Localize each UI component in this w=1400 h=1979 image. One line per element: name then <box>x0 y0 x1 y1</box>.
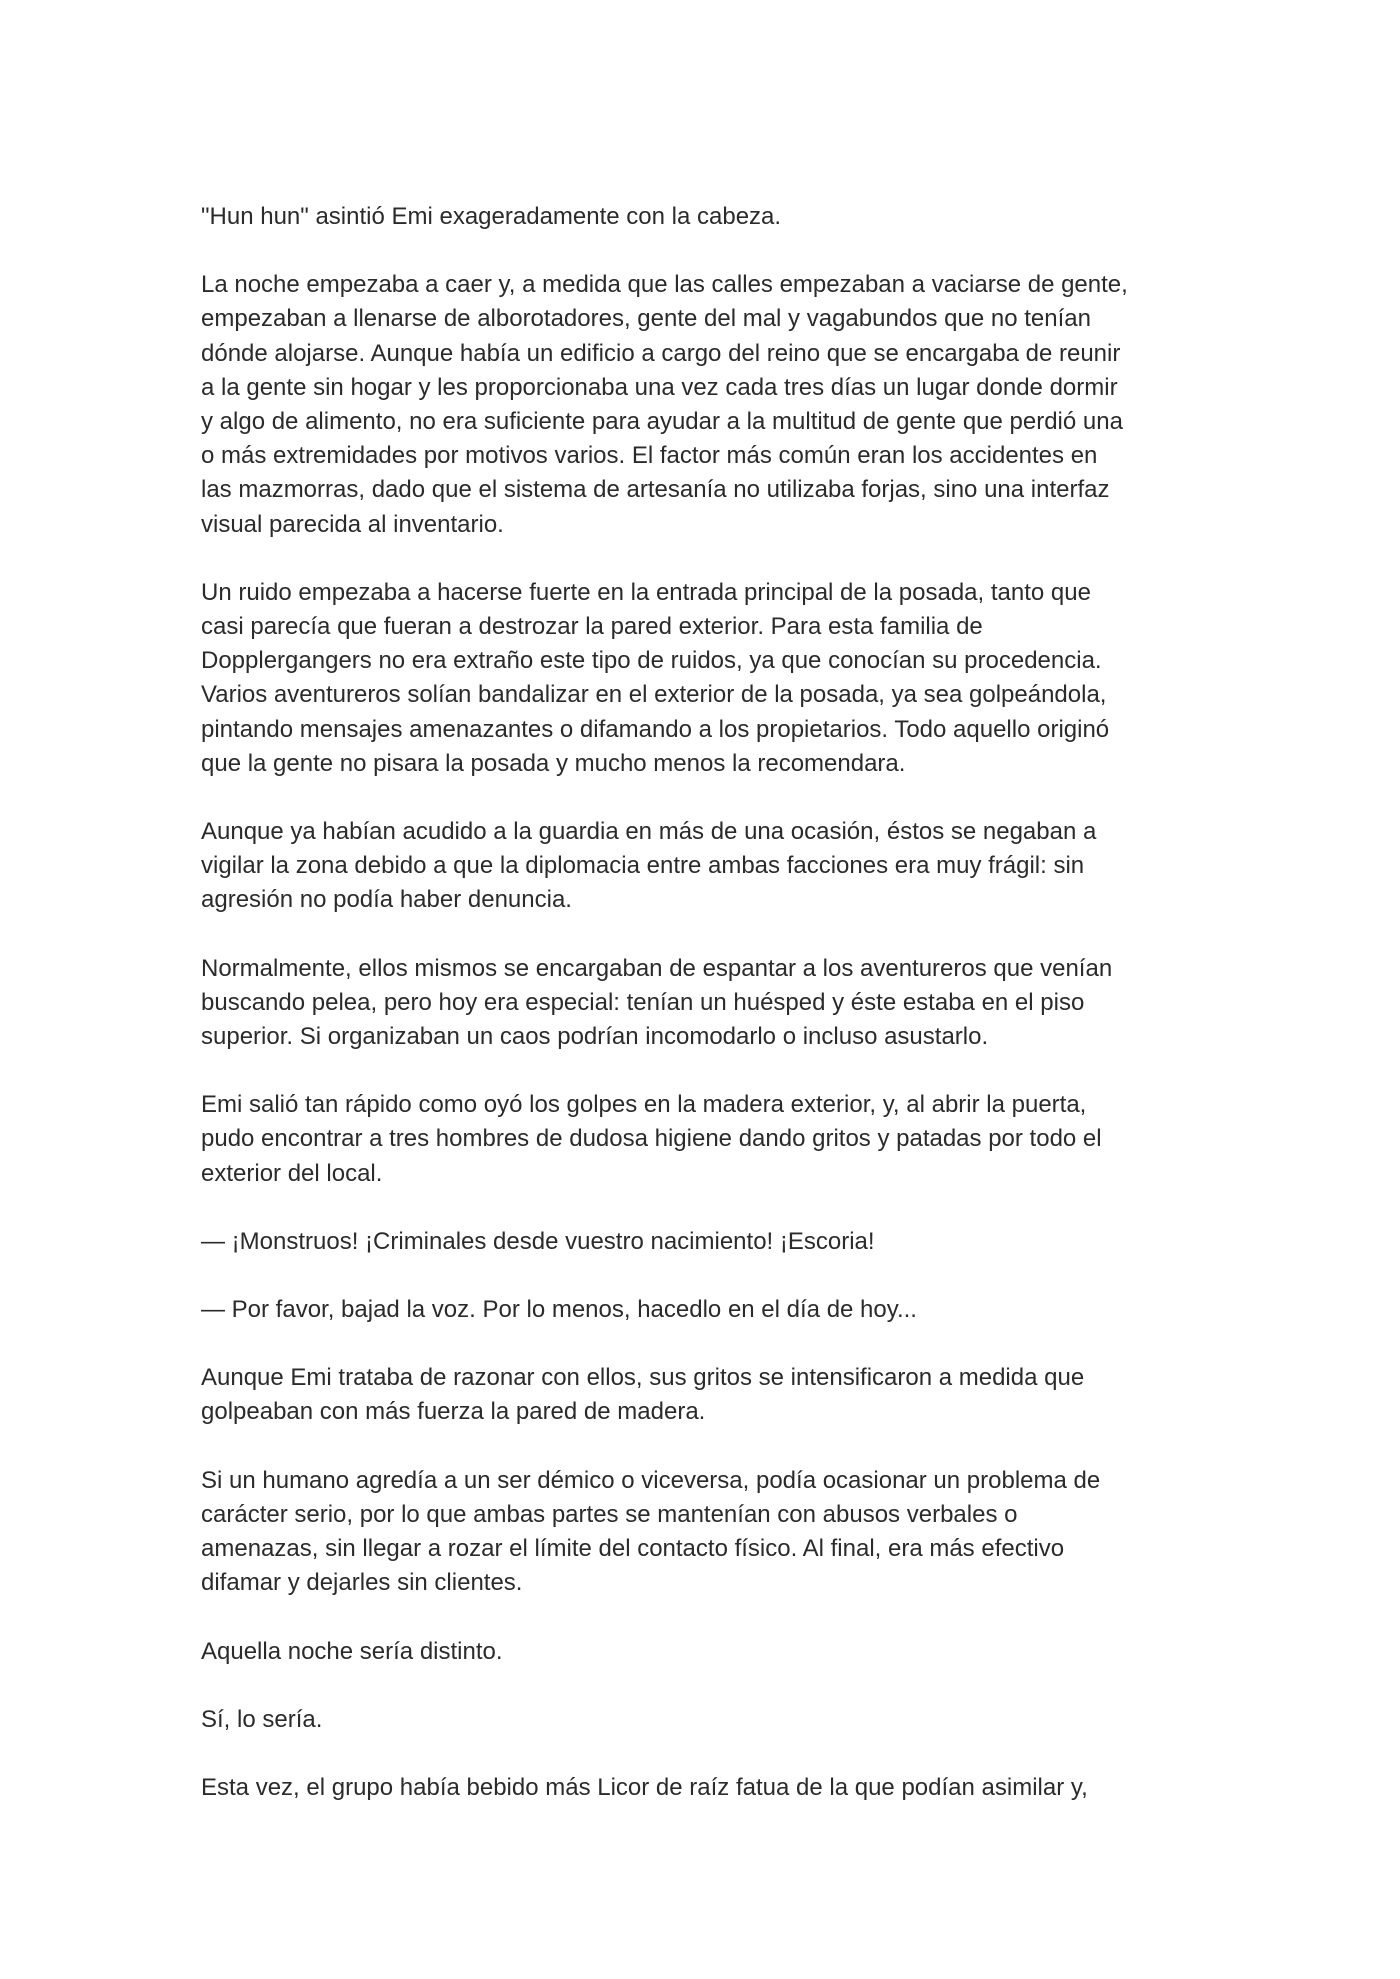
paragraph: La noche empezaba a caer y, a medida que las calles empezaban a vaciarse de gente, empezaban a llenarse de alborotadores, gente del mal y vagabundos que no tenían dónde alojarse. Aunque había un edificio a cargo del reino que se encargaba de reunir a la gente sin hogar y les proporcionaba una vez cada tres días un lugar donde dormir y algo de alimento, no era suficiente para ayudar a la multitud de gente que perdió una o más extremidades por motivos varios. El factor más común eran los accidentes en las mazmorras, dado que el sistema de artesanía no utilizaba forjas, sino una interfaz visual parecida al inventario. <box>201 271 1128 538</box>
paragraph: Esta vez, el grupo había bebido más Licor de raíz fatua de la que podían asimilar y, <box>201 1773 1088 1801</box>
document-body <box>201 200 1211 1839</box>
paragraph: Aunque Emi trataba de razonar con ellos, sus gritos se intensificaron a medida que golpeaban con más fuerza la pared de madera. <box>201 1364 1085 1426</box>
paragraph: Aquella noche sería distinto. <box>201 1637 503 1665</box>
dialogue-line: — ¡Monstruos! ¡Criminales desde vuestro nacimiento! ¡Escoria! <box>201 1227 875 1255</box>
paragraph: Sí, lo sería. <box>201 1705 323 1733</box>
paragraph: Aunque ya habían acudido a la guardia en más de una ocasión, éstos se negaban a vigilar la zona debido a que la diplomacia entre ambas facciones era muy frágil: sin agresión no podía haber denuncia. <box>201 818 1097 914</box>
paragraph: Un ruido empezaba a hacerse fuerte en la entrada principal de la posada, tanto que casi parecía que fueran a destrozar la pared exterior. Para esta familia de Dopplergangers no era extraño este tipo de ruidos, ya que conocían su procedencia. Varios aventureros solían bandalizar en el exterior de la posada, ya sea golpeándola, pintando mensajes amenazantes o difamando a los propietarios. Todo aquello originó que la gente no pisara la posada y mucho menos la recomendara. <box>201 578 1110 777</box>
dialogue-line: — Por favor, bajad la voz. Por lo menos, hacedlo en el día de hoy... <box>201 1296 917 1324</box>
paragraph: Emi salió tan rápido como oyó los golpes en la madera exterior, y, al abrir la puerta, pudo encontrar a tres hombres de dudosa higiene dando gritos y patadas por todo el exterior del local. <box>201 1091 1102 1187</box>
paragraph: Normalmente, ellos mismos se encargaban de espantar a los aventureros que venían buscando pelea, pero hoy era especial: tenían un huésped y éste estaba en el piso superior. Si organizaban un caos podrían incomodarlo o incluso asustarlo. <box>201 954 1113 1051</box>
paragraph: "Hun hun" asintió Emi exageradamente con la cabeza. <box>201 203 782 230</box>
paragraph: Si un humano agredía a un ser démico o viceversa, podía ocasionar un problema de carácter serio, por lo que ambas partes se mantenían con abusos verbales o amenazas, sin llegar a rozar el límite del contacto físico. Al final, era más efectivo difamar y dejarles sin clientes. <box>201 1466 1101 1597</box>
